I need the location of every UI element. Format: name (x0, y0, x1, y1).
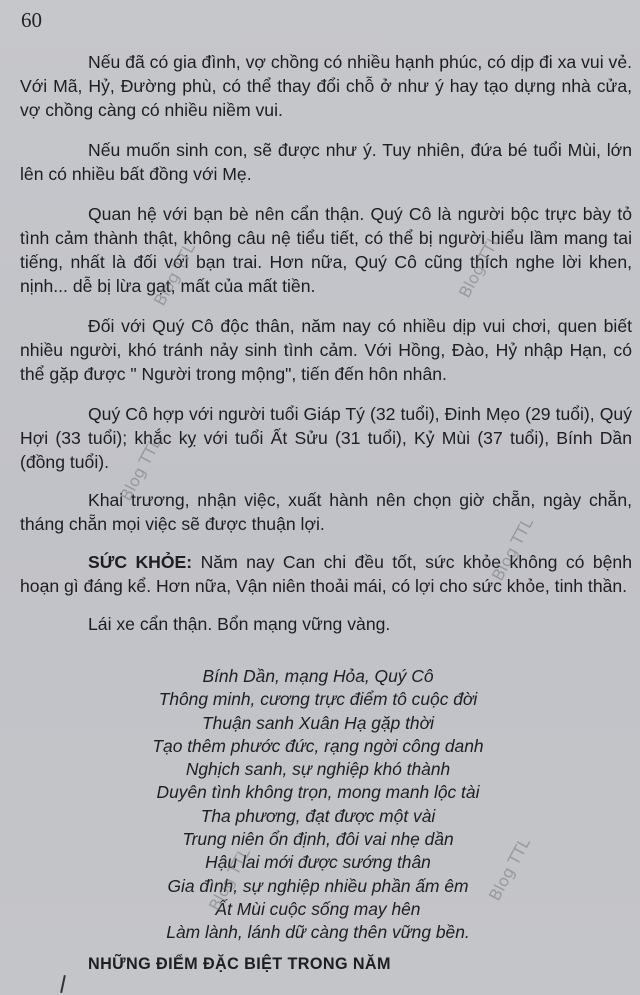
watermark: Blog TTL (485, 834, 535, 904)
page-number: 60 (21, 8, 42, 32)
poem-line: Tha phương, đạt được một vài (200, 805, 436, 826)
poem-line: Duyên tình không trọn, mong manh lộc tài (156, 782, 480, 803)
watermark: Blog TTL (205, 844, 255, 914)
poem-line: Thuận sanh Xuân Hạ gặp thời (202, 712, 434, 733)
paragraph-compatibility: Quý Cô hợp với người tuổi Giáp Tý (32 tuổi), Đinh Mẹo (29 tuổi), Quý Hợi (33 tuổi); khắc kỵ với tuổi Ất Sửu (31 tuổi), Kỷ Mùi (37 tuổi), Bính Dần (đồng tuổi). (20, 404, 632, 472)
poem-line: Ất Mùi cuộc sống may hên (215, 898, 421, 919)
poem-line: Nghịch sanh, sự nghiệp khó thành (185, 759, 451, 780)
poem-line: Gia đình, sự nghiệp nhiều phần ấm êm (167, 875, 469, 896)
scan-mark (60, 975, 65, 993)
section-heading: NHỮNG ĐIỂM ĐẶC BIỆT TRONG NĂM (88, 955, 391, 973)
paragraph-children: Nếu muốn sinh con, sẽ được như ý. Tuy nhiên, đứa bé tuổi Mùi, lớn lên có nhiều bất đồng với Mẹ. (20, 140, 632, 184)
poem-line: Trung niên ổn định, đôi vai nhẹ dần (182, 829, 454, 850)
watermark: Blog TTL (455, 231, 505, 301)
health-label: SỨC KHỎE: (88, 552, 193, 572)
poem-line: Tạo thêm phước đức, rạng ngời công danh (152, 735, 484, 756)
poem-line: Bính Dần, mạng Hỏa, Quý Cô (202, 666, 434, 686)
poem (20, 665, 616, 945)
poem-line: Làm lành, lánh dữ càng thên vững bền. (166, 922, 470, 943)
paragraph-business: Khai trương, nhận việc, xuất hành nên chọn giờ chẵn, ngày chẵn, tháng chẵn mọi việc sẽ được thuận lợi. (20, 490, 632, 534)
paragraph-driving: Lái xe cẩn thận. Bổn mạng vững vàng. (88, 614, 391, 634)
watermark: Blog TTL (116, 434, 166, 504)
poem-line: Hậu lai mới được sướng thân (205, 852, 431, 873)
paragraph-friends: Quan hệ với bạn bè nên cẩn thận. Quý Cô là người bộc trực bày tỏ tình cảm thành thật, không câu nệ tiểu tiết, có thể bị người hiểu lầm mang tai tiếng, nhất là đối với bạn trai. Hơn nữa, Quý Cô cũng thích nghe lời khen, nịnh... dễ bị lừa gạt, mất của mất tiền. (20, 204, 632, 296)
paragraph-family: Nếu đã có gia đình, vợ chồng có nhiều hạnh phúc, có dịp đi xa vui vẻ. Với Mã, Hỷ, Đường phù, có thể thay đổi chỗ ở như ý hay tạo dựng nhà cửa, vợ chồng càng có nhiều niềm vui. (20, 52, 632, 120)
health-text: Năm nay Can chi đều tốt, sức khỏe không có bệnh hoạn gì đáng kể. Hơn nữa, Vận niên thoải mái, có lợi cho sức khỏe, tinh thần. (20, 552, 633, 596)
paragraph-health (20, 550, 632, 598)
watermark: Blog TTL (150, 239, 200, 309)
paragraph-single-women: Đối với Quý Cô độc thân, năm nay có nhiều dịp vui chơi, quen biết nhiều người, khó tránh nảy sinh tình cảm. Với Hồng, Đào, Hỷ nhập Hạn, có thể gặp được " Người trong mộng", tiến đến hôn nhân. (20, 316, 632, 384)
body-text (20, 50, 632, 652)
watermark: Blog TTL (488, 514, 538, 584)
poem-line: Thông minh, cương trực điểm tô cuộc đời (158, 689, 478, 710)
